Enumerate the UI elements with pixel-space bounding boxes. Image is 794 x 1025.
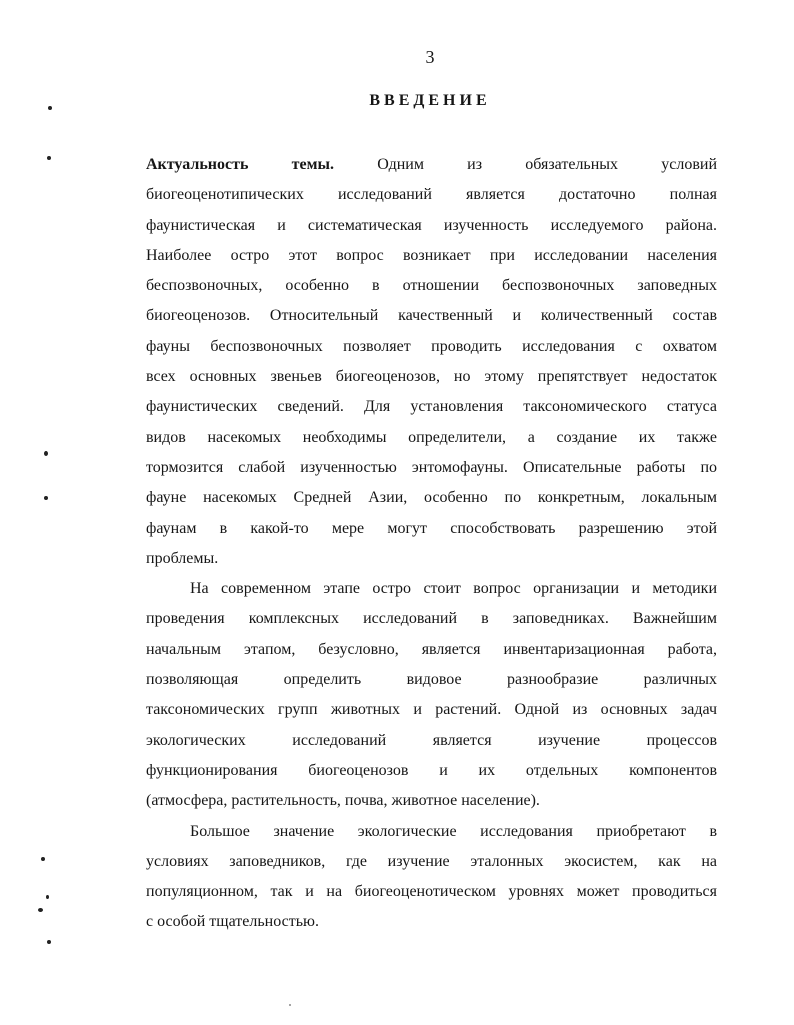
body-text bbox=[146, 150, 717, 938]
text-line: фаунистическая и систематическая изученность исследуемого района. bbox=[146, 216, 717, 234]
scan-speck bbox=[44, 451, 48, 456]
text-line: с особой тщательностью. bbox=[146, 913, 319, 931]
text-line: позволяющая определить видовое разнообразие различных bbox=[146, 671, 717, 689]
text-line: На современном этапе остро стоит вопрос организации и методики bbox=[190, 580, 717, 598]
text-line: проблемы. bbox=[146, 549, 219, 567]
text-line: функционирования биогеоценозов и их отдельных компонентов bbox=[146, 761, 717, 779]
scan-speck bbox=[47, 156, 51, 160]
scan-speck bbox=[48, 106, 52, 110]
text-line: Одним из обязательных условий bbox=[377, 156, 718, 173]
text-line: биогеоценотипических исследований является достаточно полная bbox=[146, 186, 717, 204]
paragraph-1-line-1 bbox=[146, 150, 717, 180]
scan-speck bbox=[289, 1004, 291, 1006]
scan-speck bbox=[47, 940, 51, 944]
page-number: 3 bbox=[425, 47, 435, 67]
text-line: экологических исследований является изучение процессов bbox=[146, 731, 717, 749]
text-line: условиях заповедников, где изучение эталонных экосистем, как на bbox=[146, 852, 717, 870]
text-line: тормозится слабой изученностью энтомофауны. Описательные работы по bbox=[146, 458, 717, 476]
text-line: видов насекомых необходимы определители, а создание их также bbox=[146, 428, 717, 446]
text-line: Наиболее остро этот вопрос возникает при исследовании населения bbox=[146, 246, 717, 264]
text-line: Большое значение экологические исследования приобретают в bbox=[190, 822, 717, 840]
text-line: таксономических групп животных и растений. Одной из основных задач bbox=[146, 701, 717, 719]
scan-speck bbox=[41, 857, 45, 861]
text-line: популяционном, так и на биогеоценотическом уровнях может проводиться bbox=[146, 883, 717, 901]
text-line: биогеоценозов. Относительный качественный и количественный состав bbox=[146, 307, 717, 325]
text-line: фауны беспозвоночных позволяет проводить исследования с охватом bbox=[146, 337, 717, 355]
text-line: фауне насекомых Средней Азии, особенно по конкретным, локальным bbox=[146, 489, 717, 507]
text-line: фаунистических сведений. Для установления таксономического статуса bbox=[146, 398, 717, 416]
text-line: начальным этапом, безусловно, является инвентаризационная работа, bbox=[146, 640, 717, 658]
paragraph-lead: Актуальность темы. bbox=[146, 156, 334, 173]
scan-speck bbox=[46, 895, 49, 899]
text-line: проведения комплексных исследований в заповедниках. Важнейшим bbox=[146, 610, 717, 628]
scan-speck bbox=[38, 908, 43, 912]
text-line: всех основных звеньев биогеоценозов, но этому препятствует недостаток bbox=[146, 368, 717, 386]
text-line: фаунам в какой-то мере могут способствовать разрешению этой bbox=[146, 519, 717, 537]
section-heading: ВВЕДЕНИЕ bbox=[369, 92, 491, 109]
text-line: (атмосфера, растительность, почва, животное население). bbox=[146, 792, 540, 810]
text-line: беспозвоночных, особенно в отношении беспозвоночных заповедных bbox=[146, 277, 717, 295]
scan-speck bbox=[44, 496, 48, 500]
